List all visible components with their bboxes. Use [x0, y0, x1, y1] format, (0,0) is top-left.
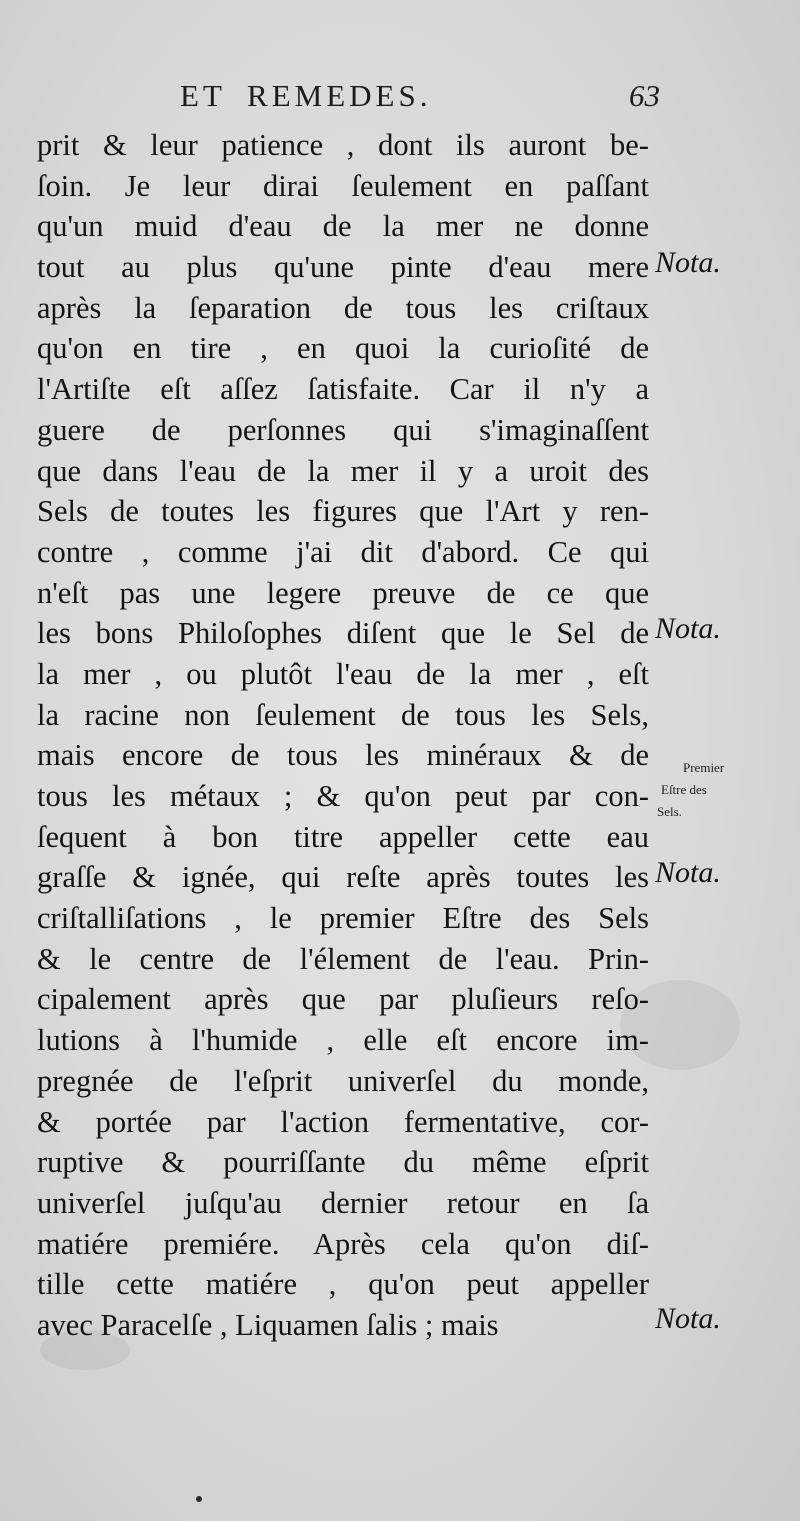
text-line: guere de perſonnes qui s'imaginaſſent [37, 412, 649, 447]
text-line: tout au plus qu'une pinte d'eau mere [37, 250, 649, 285]
text-line: que dans l'eau de la mer il y a uroit des [37, 453, 649, 488]
text-line: ſequent à bon titre appeller cette eau [37, 819, 649, 854]
text-line: pregnée de l'eſprit univerſel du monde, [37, 1063, 649, 1098]
body-text [37, 125, 649, 1346]
text-line: la racine non ſeulement de tous les Sels, [37, 697, 649, 732]
text-line: tous les métaux ; & qu'on peut par con- [37, 779, 649, 813]
text-line: mais encore de tous les minéraux & de [37, 738, 649, 773]
text-line: Sels de toutes les figures que l'Art y ren- [37, 494, 649, 529]
text-line: n'eſt pas une legere preuve de ce que [37, 575, 649, 610]
margin-note-premier: Eſtre des [661, 782, 707, 797]
text-line: l'Artiſte eſt aſſez ſatisfaite. Car il n'y a [37, 372, 649, 407]
text-line: & portée par l'action fermentative, cor- [37, 1104, 649, 1139]
page-header [180, 78, 660, 118]
text-line: après la ſeparation de tous les criſtaux [37, 290, 649, 325]
text-line: criſtalliſations , le premier Eſtre des Sels [37, 901, 649, 936]
margin-note: Nota. [655, 246, 721, 279]
text-line: ruptive & pourriſſante du même eſprit [37, 1145, 649, 1180]
text-line: ſoin. Je leur dirai ſeulement en paſſant [37, 168, 649, 203]
ink-speck [196, 1496, 202, 1502]
margin-note: Nota. [655, 612, 721, 645]
page-number: 63 [629, 78, 660, 113]
text-line: la mer , ou plutôt l'eau de la mer , eſt [37, 656, 649, 691]
text-line: matiére premiére. Après cela qu'on diſ- [37, 1226, 649, 1261]
margin-note-premier: Premier [683, 760, 725, 775]
text-line: & le centre de l'élement de l'eau. Prin- [37, 941, 649, 976]
text-line: contre , comme j'ai dit d'abord. Ce qui [37, 534, 649, 569]
text-line: prit & leur patience , dont ils auront be- [37, 128, 649, 162]
text-line: avec Paracelſe , Liquamen ſalis ; mais [37, 1307, 499, 1342]
margin-note: Nota. [655, 1302, 721, 1335]
margin-note: Nota. [655, 856, 721, 889]
text-line: cipalement après que par pluſieurs reſo- [37, 982, 649, 1017]
text-line: qu'on en tire , en quoi la curioſité de [37, 331, 649, 366]
margin-note-premier: Sels. [657, 804, 682, 819]
text-line: les bons Philoſophes diſent que le Sel de [37, 616, 649, 651]
text-line: univerſel juſqu'au dernier retour en ſa [37, 1185, 649, 1220]
text-line: graſſe & ignée, qui reſte après toutes les [37, 860, 649, 895]
text-line: tille cette matiére , qu'on peut appeller [37, 1267, 649, 1302]
text-line: lutions à l'humide , elle eſt encore im- [37, 1023, 649, 1058]
running-head: ET REMEDES. [180, 78, 432, 113]
text-line: qu'un muid d'eau de la mer ne donne [37, 209, 649, 244]
